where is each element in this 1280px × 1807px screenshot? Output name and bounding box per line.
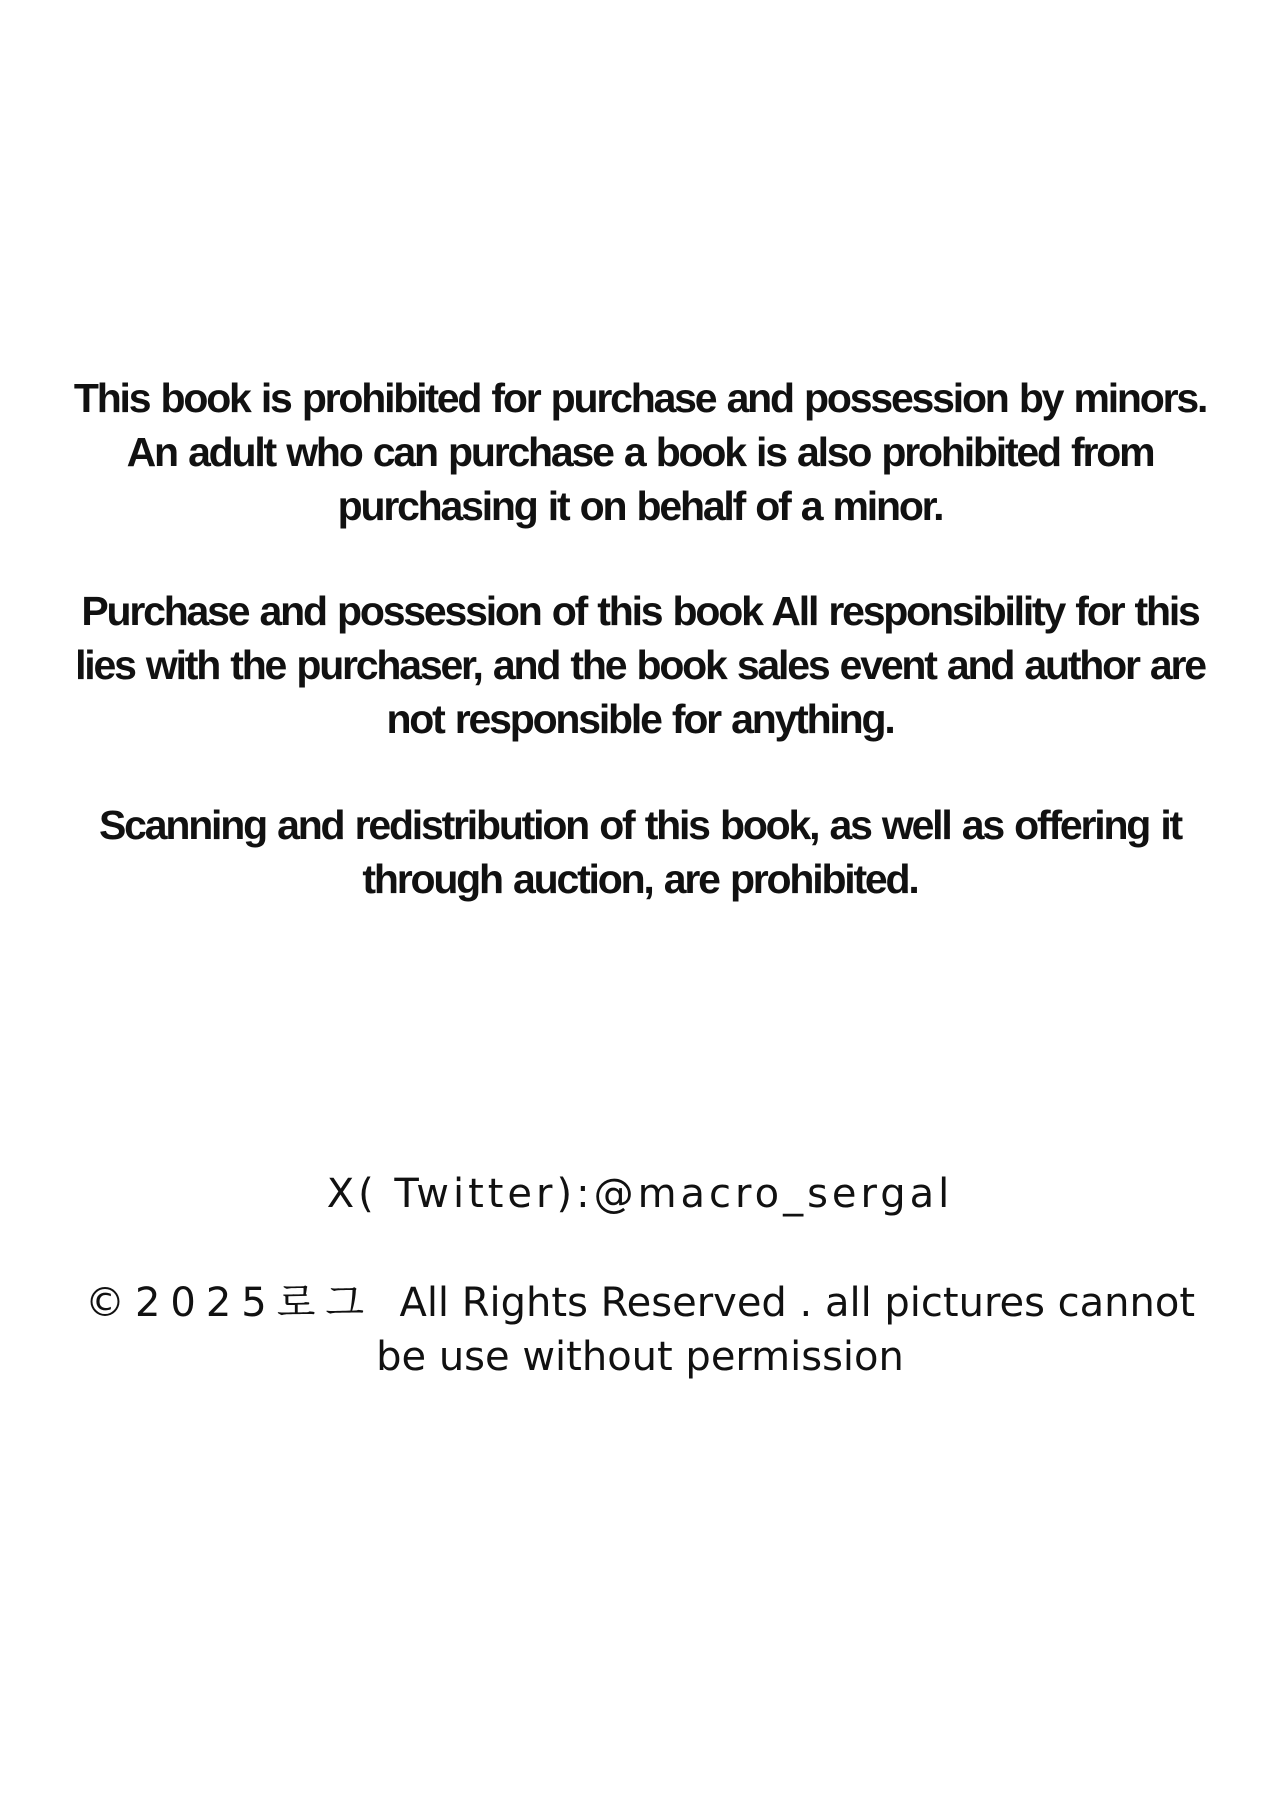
notice-line: Purchase and possession of this book All responsibility for this bbox=[81, 588, 1199, 634]
copyright-line bbox=[40, 1276, 1240, 1330]
copyright-line-2: be use without permission bbox=[376, 1334, 904, 1380]
notice-line: not responsible for anything. bbox=[386, 696, 894, 742]
notice-line: lies with the purchaser, and the book sales event and author are bbox=[75, 642, 1205, 688]
minors-prohibition-notice bbox=[40, 371, 1240, 533]
copyright-mark: ©2025로그 bbox=[84, 1280, 375, 1326]
notice-line: This book is prohibited for purchase and possession by minors. bbox=[73, 375, 1207, 421]
copyright-notice bbox=[40, 1276, 1240, 1384]
notice-line: through auction, are prohibited. bbox=[362, 856, 918, 902]
notice-line: purchasing it on behalf of a minor. bbox=[337, 483, 943, 529]
redistribution-notice bbox=[40, 798, 1240, 906]
copyright-text: All Rights Reserved . all pictures cannot bbox=[399, 1280, 1196, 1326]
notice-line: Scanning and redistribution of this book, as well as offering it bbox=[99, 802, 1181, 848]
responsibility-notice bbox=[40, 584, 1240, 746]
notice-line: An adult who can purchase a book is also prohibited from bbox=[126, 429, 1154, 475]
twitter-handle: X( Twitter):@macro_sergal bbox=[326, 1171, 954, 1217]
